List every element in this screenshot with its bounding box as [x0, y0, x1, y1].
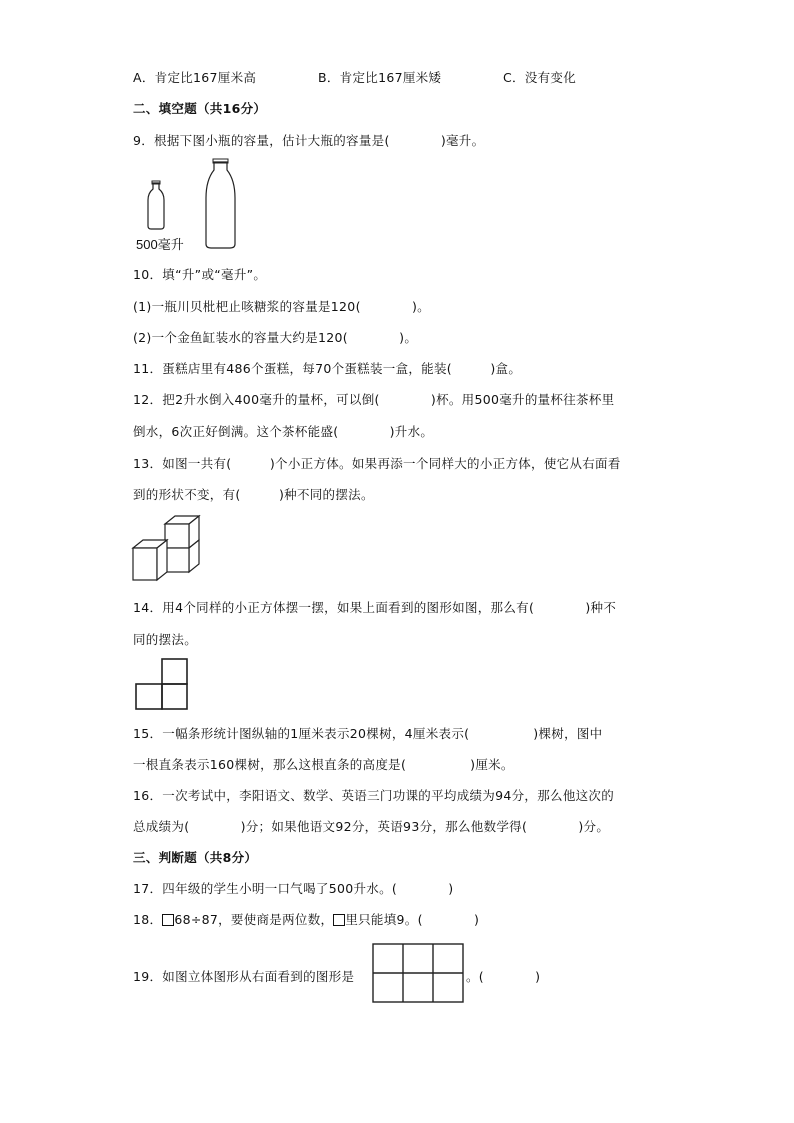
question-12-line-1: 12．把2升水倒入400毫升的量杯，可以倒( )杯。用500毫升的量杯往茶杯里: [133, 392, 615, 407]
question-19-answer: 。( ): [466, 969, 541, 984]
small-bottle-label: 500毫升: [136, 237, 184, 252]
question-16-line-2: 总成绩为( )分；如果他语文92分，英语93分，那么他数学得( )分。: [133, 819, 610, 834]
blank-square-icon: [162, 914, 174, 926]
question-18-number: 18．: [133, 912, 163, 927]
question-14-line-2: 同的摆法。: [133, 632, 198, 647]
question-18: [133, 910, 479, 928]
option-a: A．肯定比167厘米高: [133, 70, 257, 85]
question-12-line-2: 倒水，6次正好倒满。这个茶杯能盛( )升水。: [133, 424, 434, 439]
top-view-squares: [135, 658, 191, 712]
question-18-middle: 68÷87，要使商是两位数，: [174, 912, 334, 927]
question-11: 11．蛋糕店里有486个蛋糕，每70个蛋糕装一盒，能装( )盒。: [133, 361, 522, 376]
question-10-part-2: (2)一个金鱼缸装水的容量大约是120( )。: [133, 330, 418, 345]
question-9: 9．根据下图小瓶的容量，估计大瓶的容量是( )毫升。: [133, 133, 485, 148]
question-14-line-1: 14．用4个同样的小正方体摆一摆，如果上面看到的图形如图，那么有( )种不: [133, 600, 617, 615]
question-16-line-1: 16．一次考试中，李阳语文、数学、英语三门功课的平均成绩为94分，那么他这次的: [133, 788, 615, 803]
cubes-illustration: [131, 514, 203, 584]
question-13-line-1: 13．如图一共有( )个小正方体。如果再添一个同样大的小正方体，使它从右面看: [133, 456, 621, 471]
grid-figure: [372, 943, 465, 1008]
section-heading-fill-blank: 二、填空题（共16分）: [133, 101, 267, 116]
question-13-line-2: 到的形状不变，有( )种不同的摆法。: [133, 487, 374, 502]
question-10-part-1: (1)一瓶川贝枇杷止咳糖浆的容量是120( )。: [133, 299, 430, 314]
section-heading-true-false: 三、判断题（共8分）: [133, 850, 258, 865]
cube-stack-figure: [131, 514, 203, 588]
right-view-grid: [372, 943, 465, 1004]
question-10: 10．填“升”或“毫升”。: [133, 267, 267, 282]
question-19-text: 19．如图立体图形从右面看到的图形是: [133, 969, 355, 984]
blank-square-icon: [333, 914, 345, 926]
question-15-line-2: 一根直条表示160棵树，那么这根直条的高度是( )厘米。: [133, 757, 514, 772]
option-c: C．没有变化: [503, 70, 577, 85]
question-18-end: 里只能填9。( ): [345, 912, 480, 927]
question-15-line-1: 15．一幅条形统计图纵轴的1厘米表示20棵树，4厘米表示( )棵树，图中: [133, 726, 603, 741]
option-b: B．肯定比167厘米矮: [318, 70, 442, 85]
top-view-figure: [135, 658, 191, 716]
question-17: 17．四年级的学生小明一口气喝了500升水。( ): [133, 881, 454, 896]
bottle-figure: [135, 158, 245, 257]
